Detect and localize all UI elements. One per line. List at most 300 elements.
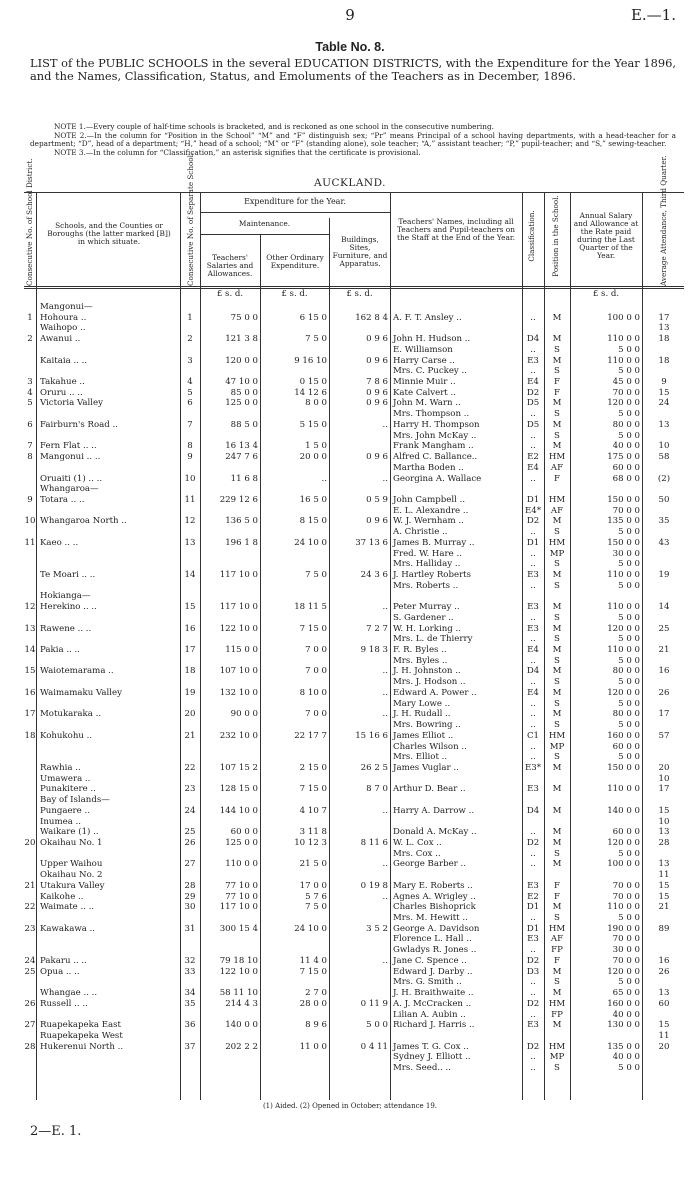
cell-district-no: 14 xyxy=(24,645,36,656)
cell-buildings: 0 9 6 xyxy=(366,398,388,409)
cell-attendance: 89 xyxy=(658,923,670,934)
cell-salaries: 136 5 0 xyxy=(225,516,258,527)
cell-school-no: 10 xyxy=(184,473,196,484)
cell-position: HM xyxy=(548,537,566,548)
cell-classification: D2 xyxy=(526,998,540,1009)
cell-school-no: 22 xyxy=(184,762,196,773)
cell-teacher: Agnes A. Wrigley .. xyxy=(393,891,476,902)
cell-position: MP xyxy=(549,741,565,752)
cell-other-expenditure: 14 12 6 xyxy=(294,387,327,398)
cell-other-expenditure: 18 11 5 xyxy=(294,602,327,613)
cell-teacher: James Vuglar .. xyxy=(393,762,459,773)
cell-attendance: 13 xyxy=(658,827,670,838)
cell-school-no: 8 xyxy=(187,441,193,452)
cell-school-no: 19 xyxy=(184,687,196,698)
cell-position: FP xyxy=(551,1009,563,1020)
cell-salaries: 77 10 0 xyxy=(225,880,258,891)
cell-buildings: 37 13 6 xyxy=(355,537,388,548)
cell-salaries: 132 10 0 xyxy=(219,687,258,698)
cell-teacher: Mrs. J. Hodson .. xyxy=(393,677,466,688)
cell-position: M xyxy=(552,762,562,773)
cell-attendance: 16 xyxy=(658,666,670,677)
cell-other-expenditure: 2 7 0 xyxy=(305,988,327,999)
cell-classification: .. xyxy=(530,1052,536,1063)
cell-school: Kaeo .. .. xyxy=(40,537,79,548)
cell-attendance: 20 xyxy=(658,1041,670,1052)
cell-teacher: Mrs. Seed.. .. xyxy=(393,1063,451,1074)
cell-school-no: 24 xyxy=(184,805,196,816)
cell-school: Oruaiti (1) .. .. xyxy=(40,473,103,484)
cell-position: S xyxy=(554,913,560,924)
cell-district-no: 27 xyxy=(24,1020,36,1031)
header-classification: Classification. xyxy=(527,210,536,262)
cell-classification: D5 xyxy=(526,398,540,409)
cell-position: M xyxy=(552,902,562,913)
cell-district-no: 21 xyxy=(24,880,36,891)
cell-attendance: 21 xyxy=(658,902,670,913)
cell-school: Kaitaia .. .. xyxy=(40,355,88,366)
cell-district-no: 26 xyxy=(24,998,36,1009)
cell-annual-salary: 60 0 0 xyxy=(612,462,640,473)
cell-salaries: 88 5 0 xyxy=(230,419,258,430)
cell-district-no: 16 xyxy=(24,687,36,698)
cell-school: Waimamaku Valley xyxy=(40,687,122,698)
header-bottom-rule xyxy=(24,286,684,287)
cell-attendance: 9 xyxy=(661,377,667,388)
cell-attendance: 20 xyxy=(658,762,670,773)
cell-salaries: 117 10 0 xyxy=(219,602,258,613)
cell-attendance: 28 xyxy=(658,838,670,848)
cell-annual-salary: 80 0 0 xyxy=(612,709,640,720)
cell-classification: D4 xyxy=(526,805,540,816)
cell-position: S xyxy=(554,344,560,355)
cell-other-expenditure: 7 5 0 xyxy=(305,902,327,913)
cell-teacher: Harry A. Darrow .. xyxy=(393,805,475,816)
cell-district-no: 23 xyxy=(24,923,36,934)
cell-district-no: 12 xyxy=(24,602,36,613)
cell-position: S xyxy=(554,430,560,441)
cell-classification: .. xyxy=(530,559,536,570)
cell-position: F xyxy=(554,891,560,902)
cell-position: S xyxy=(554,580,560,591)
cell-school: Okaihau No. 1 xyxy=(40,838,103,848)
cell-annual-salary: 110 0 0 xyxy=(607,355,640,366)
header-position: Position in the School. xyxy=(551,195,560,277)
cell-teacher: Edward A. Power .. xyxy=(393,687,477,698)
cell-school: Motukaraka .. xyxy=(40,709,102,720)
cell-teacher: F. R. Byles .. xyxy=(393,645,447,656)
cell-school-no: 7 xyxy=(187,419,193,430)
cell-classification: E4 xyxy=(527,687,539,698)
cell-teacher: Jane C. Spence .. xyxy=(393,955,467,966)
cell-annual-salary: 40 0 0 xyxy=(612,1009,640,1020)
cell-attendance: 13 xyxy=(658,859,670,870)
cell-attendance: 58 xyxy=(658,452,670,463)
cell-attendance: 13 xyxy=(658,419,670,430)
cell-teacher: James B. Murray .. xyxy=(393,537,475,548)
cell-school: Rawene .. .. xyxy=(40,623,92,634)
cell-school: Mangonui .. .. xyxy=(40,452,101,463)
cell-teacher: E. Williamson xyxy=(393,344,453,355)
cell-annual-salary: 110 0 0 xyxy=(607,645,640,656)
cell-position: S xyxy=(554,655,560,666)
cell-classification: D2 xyxy=(526,955,540,966)
cell-teacher: S. Gardener .. xyxy=(393,612,454,623)
cell-buildings: 0 9 6 xyxy=(366,387,388,398)
cell-classification: E3* xyxy=(524,762,542,773)
cell-attendance: 60 xyxy=(658,998,670,1009)
cell-salaries: 107 10 0 xyxy=(219,666,258,677)
cell-annual-salary: 5 0 0 xyxy=(618,655,640,666)
cell-annual-salary: 120 0 0 xyxy=(607,966,640,977)
cell-buildings: 0 9 6 xyxy=(366,516,388,527)
cell-position: S xyxy=(554,677,560,688)
cell-position: M xyxy=(552,441,562,452)
cell-classification: .. xyxy=(530,977,536,988)
cell-teacher: John M. Warn .. xyxy=(393,398,461,409)
cell-annual-salary: 110 0 0 xyxy=(607,784,640,795)
cell-annual-salary: 100 0 0 xyxy=(607,312,640,323)
cell-salaries: 60 0 0 xyxy=(230,827,258,838)
cell-attendance: 35 xyxy=(658,516,670,527)
cell-classification: .. xyxy=(530,741,536,752)
cell-teacher: W. H. Lorking .. xyxy=(393,623,461,634)
cell-teacher: Sydney J. Elliott .. xyxy=(393,1052,471,1063)
cell-school: Fairburn's Road .. xyxy=(40,419,119,430)
note-3: NOTE 3.—In the column for “Classification,” an asterisk signifies that the certificate is provisional. xyxy=(54,147,421,157)
cell-school-no: 17 xyxy=(184,645,196,656)
cell-classification: E4 xyxy=(527,377,539,388)
cell-school-no: 28 xyxy=(184,880,196,891)
cell-other-expenditure: 17 0 0 xyxy=(299,880,327,891)
units-annual: £ s. d. xyxy=(592,289,620,299)
cell-teacher: Peter Murray .. xyxy=(393,602,460,613)
cell-other-expenditure: 11 4 0 xyxy=(299,955,327,966)
cell-annual-salary: 5 0 0 xyxy=(618,409,640,420)
cell-position: AF xyxy=(550,934,564,945)
cell-position: M xyxy=(552,666,562,677)
cell-teacher: Mrs. L. de Thierry xyxy=(393,634,473,645)
cell-annual-salary: 120 0 0 xyxy=(607,838,640,848)
cell-teacher: Martha Boden .. xyxy=(393,462,464,473)
cell-salaries: 121 3 8 xyxy=(225,334,258,345)
cell-attendance: 50 xyxy=(658,494,670,505)
cell-classification: D2 xyxy=(526,387,540,398)
cell-teacher: A. Christie .. xyxy=(393,527,448,538)
cell-district-no: 13 xyxy=(24,623,36,634)
cell-classification: .. xyxy=(530,698,536,709)
cell-classification: D3 xyxy=(526,966,540,977)
cell-teacher: James T. G. Cox .. xyxy=(393,1041,469,1052)
document-reference: E.—1. xyxy=(630,6,676,24)
cell-school-no: 32 xyxy=(184,955,196,966)
cell-district-no: 18 xyxy=(24,730,36,741)
cell-position: M xyxy=(552,602,562,613)
cell-school: Whangae .. .. xyxy=(40,988,98,999)
cell-teacher: Mrs. John McKay .. xyxy=(393,430,477,441)
cell-school: Waikare (1) .. xyxy=(40,827,99,838)
cell-annual-salary: 65 0 0 xyxy=(612,988,640,999)
cell-position: HM xyxy=(548,998,566,1009)
cell-classification: D4 xyxy=(526,666,540,677)
header-salaries: Teachers' Salaries and Allowances. xyxy=(206,253,254,278)
cell-position: AF xyxy=(550,505,564,516)
cell-position: M xyxy=(552,645,562,656)
cell-school: Ruapekapeka West xyxy=(40,1030,123,1041)
cell-school: Fern Flat .. .. xyxy=(40,441,97,452)
cell-annual-salary: 135 0 0 xyxy=(607,1041,640,1052)
cell-annual-salary: 70 0 0 xyxy=(612,955,640,966)
cell-school: Pungaere .. xyxy=(40,805,90,816)
col-rule xyxy=(390,192,391,1100)
cell-teacher: Mrs. C. Puckey .. xyxy=(393,366,467,377)
cell-annual-salary: 120 0 0 xyxy=(607,398,640,409)
cell-position: HM xyxy=(548,452,566,463)
cell-school: Oruru .. .. xyxy=(40,387,83,398)
cell-annual-salary: 80 0 0 xyxy=(612,419,640,430)
cell-other-expenditure: 11 0 0 xyxy=(299,1041,327,1052)
cell-annual-salary: 5 0 0 xyxy=(618,977,640,988)
cell-other-expenditure: .. xyxy=(321,473,327,484)
cell-district-no: 22 xyxy=(24,902,36,913)
cell-teacher: Alfred C. Ballance.. xyxy=(393,452,478,463)
cell-annual-salary: 160 0 0 xyxy=(607,998,640,1009)
cell-buildings: .. xyxy=(382,419,388,430)
cell-school: Russell .. .. xyxy=(40,998,88,1009)
cell-school-no: 23 xyxy=(184,784,196,795)
cell-annual-salary: 40 0 0 xyxy=(612,1052,640,1063)
cell-position: S xyxy=(554,612,560,623)
cell-district-no: 15 xyxy=(24,666,36,677)
cell-annual-salary: 5 0 0 xyxy=(618,430,640,441)
cell-other-expenditure: 5 15 0 xyxy=(299,419,327,430)
footnotes: (1) Aided. (2) Opened in October; attendance 19. xyxy=(262,1102,438,1110)
cell-annual-salary: 175 0 0 xyxy=(607,452,640,463)
units-other: £ s. d. xyxy=(281,289,308,299)
cell-other-expenditure: 7 0 0 xyxy=(305,709,327,720)
cell-classification: .. xyxy=(530,612,536,623)
cell-buildings: 0 9 6 xyxy=(366,355,388,366)
cell-teacher: J. Hartley Roberts xyxy=(393,570,472,580)
cell-other-expenditure: 22 17 7 xyxy=(294,730,327,741)
cell-classification: D1 xyxy=(526,902,540,913)
cell-position: M xyxy=(552,709,562,720)
cell-school-no: 1 xyxy=(187,312,193,323)
cell-teacher: Harry H. Thompson xyxy=(393,419,480,430)
cell-other-expenditure: 21 5 0 xyxy=(299,859,327,870)
table-title: LIST of the PUBLIC SCHOOLS in the several EDUCATION DISTRICTS, with the Expenditure for the Year 1896, and the Names, Classification, Status, and Emoluments of the Teachers as in December, 1896. xyxy=(30,56,676,83)
cell-classification: .. xyxy=(530,366,536,377)
cell-salaries: 202 2 2 xyxy=(225,1041,258,1052)
cell-salaries: 214 4 3 xyxy=(225,998,258,1009)
table-top-rule xyxy=(24,192,684,193)
cell-attendance: 57 xyxy=(658,730,670,741)
cell-teacher: Donald A. McKay .. xyxy=(393,827,477,838)
cell-teacher: Charles Wilson .. xyxy=(393,741,467,752)
cell-school: Hokianga— xyxy=(40,591,91,602)
cell-district-no: 3 xyxy=(27,377,33,388)
maintenance-rule xyxy=(200,234,329,235)
cell-annual-salary: 5 0 0 xyxy=(618,848,640,859)
cell-attendance: 15 xyxy=(658,805,670,816)
cell-teacher: Mrs. Cox .. xyxy=(393,848,441,859)
cell-position: M xyxy=(552,805,562,816)
cell-teacher: J. H. Rudall .. xyxy=(393,709,451,720)
cell-attendance: 15 xyxy=(658,387,670,398)
cell-other-expenditure: 24 10 0 xyxy=(294,923,327,934)
cell-annual-salary: 60 0 0 xyxy=(612,741,640,752)
cell-school: Ruapekapeka East xyxy=(40,1020,121,1031)
cell-annual-salary: 110 0 0 xyxy=(607,602,640,613)
cell-classification: .. xyxy=(530,409,536,420)
cell-position: M xyxy=(552,838,562,848)
cell-position: S xyxy=(554,1063,560,1074)
cell-buildings: 0 4 11 xyxy=(360,1041,388,1052)
cell-teacher: Charles Bishoprick xyxy=(393,902,476,913)
cell-teacher: Mrs. M. Hewitt .. xyxy=(393,913,468,924)
cell-classification: E3 xyxy=(527,1020,539,1031)
cell-position: S xyxy=(554,366,560,377)
cell-classification: C1 xyxy=(526,730,540,741)
cell-district-no: 10 xyxy=(24,516,36,527)
cell-buildings: .. xyxy=(382,666,388,677)
cell-buildings: 7 2 7 xyxy=(366,623,388,634)
cell-school: Victoria Valley xyxy=(40,398,103,409)
cell-annual-salary: 68 0 0 xyxy=(612,473,640,484)
cell-teacher: Fred. W. Hare .. xyxy=(393,548,462,559)
cell-buildings: .. xyxy=(382,687,388,698)
header-annual-salary: Annual Salary and Allowance at the Rate paid during the Last Quarter of the Year. xyxy=(573,211,639,260)
cell-buildings: 0 5 9 xyxy=(366,494,388,505)
cell-school-no: 20 xyxy=(184,709,196,720)
cell-teacher: Mary Lowe .. xyxy=(393,698,451,709)
cell-attendance: 26 xyxy=(658,687,670,698)
cell-position: M xyxy=(552,355,562,366)
cell-position: M xyxy=(552,988,562,999)
cell-school-no: 14 xyxy=(184,570,196,580)
cell-position: M xyxy=(552,859,562,870)
cell-position: M xyxy=(552,398,562,409)
cell-teacher: George Barber .. xyxy=(393,859,466,870)
cell-classification: .. xyxy=(530,945,536,956)
cell-attendance: 24 xyxy=(658,398,670,409)
cell-district-no: 24 xyxy=(24,955,36,966)
cell-annual-salary: 5 0 0 xyxy=(618,527,640,538)
cell-position: M xyxy=(552,570,562,580)
col-rule xyxy=(329,218,330,1100)
cell-position: M xyxy=(552,1020,562,1031)
cell-school-no: 15 xyxy=(184,602,196,613)
cell-attendance: 10 xyxy=(658,441,670,452)
cell-attendance: 25 xyxy=(658,623,670,634)
cell-buildings: 3 5 2 xyxy=(366,923,388,934)
cell-annual-salary: 30 0 0 xyxy=(612,945,640,956)
cell-school-no: 30 xyxy=(184,902,196,913)
cell-school-no: 12 xyxy=(184,516,196,527)
cell-position: F xyxy=(554,387,560,398)
cell-buildings: 24 3 6 xyxy=(360,570,388,580)
cell-classification: .. xyxy=(530,859,536,870)
cell-school-no: 26 xyxy=(184,838,196,848)
cell-school: Hukerenui North .. xyxy=(40,1041,124,1052)
cell-buildings: 9 18 3 xyxy=(360,645,388,656)
cell-salaries: 125 0 0 xyxy=(225,838,258,848)
cell-school: Utakura Valley xyxy=(40,880,105,891)
cell-position: S xyxy=(554,977,560,988)
cell-attendance: 10 xyxy=(658,816,670,827)
cell-other-expenditure: 24 10 0 xyxy=(294,537,327,548)
cell-classification: E3 xyxy=(527,570,539,580)
cell-salaries: 247 7 6 xyxy=(225,452,258,463)
cell-annual-salary: 190 0 0 xyxy=(607,923,640,934)
cell-buildings: .. xyxy=(382,602,388,613)
cell-other-expenditure: 0 15 0 xyxy=(299,377,327,388)
cell-teacher: Richard J. Harris .. xyxy=(393,1020,475,1031)
cell-position: AF xyxy=(550,462,564,473)
cell-district-no: 4 xyxy=(27,387,33,398)
cell-annual-salary: 80 0 0 xyxy=(612,666,640,677)
cell-salaries: 75 0 0 xyxy=(230,312,258,323)
cell-buildings: 7 8 6 xyxy=(366,377,388,388)
cell-salaries: 232 10 0 xyxy=(219,730,258,741)
cell-position: S xyxy=(554,698,560,709)
cell-buildings: 15 16 6 xyxy=(355,730,388,741)
cell-classification: .. xyxy=(530,1009,536,1020)
cell-other-expenditure: 10 12 3 xyxy=(294,838,327,848)
cell-school-no: 16 xyxy=(184,623,196,634)
cell-annual-salary: 120 0 0 xyxy=(607,623,640,634)
cell-other-expenditure: 28 0 0 xyxy=(299,998,327,1009)
cell-attendance: 11 xyxy=(658,1030,670,1041)
cell-classification: .. xyxy=(530,580,536,591)
cell-annual-salary: 5 0 0 xyxy=(618,677,640,688)
cell-district-no: 7 xyxy=(27,441,33,452)
cell-annual-salary: 110 0 0 xyxy=(607,334,640,345)
cell-teacher: Mrs. Byles .. xyxy=(393,655,448,666)
cell-position: S xyxy=(554,527,560,538)
cell-teacher: A. F. T. Ansley .. xyxy=(393,312,462,323)
cell-classification: .. xyxy=(530,430,536,441)
cell-annual-salary: 5 0 0 xyxy=(618,1063,640,1074)
cell-district-no: 1 xyxy=(27,312,33,323)
cell-buildings: .. xyxy=(382,955,388,966)
cell-teacher: Lilian A. Aubin .. xyxy=(393,1009,466,1020)
cell-school: Umawera .. xyxy=(40,773,91,784)
cell-school-no: 25 xyxy=(184,827,196,838)
cell-buildings: .. xyxy=(382,859,388,870)
cell-annual-salary: 70 0 0 xyxy=(612,891,640,902)
cell-annual-salary: 70 0 0 xyxy=(612,934,640,945)
cell-attendance: 19 xyxy=(658,570,670,580)
cell-teacher: Florence L. Hall .. xyxy=(393,934,472,945)
cell-other-expenditure: 20 0 0 xyxy=(299,452,327,463)
cell-attendance: 10 xyxy=(658,773,670,784)
cell-school-no: 33 xyxy=(184,966,196,977)
cell-classification: .. xyxy=(530,655,536,666)
cell-classification: .. xyxy=(530,752,536,763)
cell-annual-salary: 110 0 0 xyxy=(607,902,640,913)
cell-school: Te Moari .. .. xyxy=(40,570,96,580)
cell-district-no: 11 xyxy=(24,537,36,548)
cell-position: F xyxy=(554,880,560,891)
header-attendance: Average Attendance, Third Quarter. xyxy=(659,155,668,286)
cell-school-no: 9 xyxy=(187,452,193,463)
cell-annual-salary: 60 0 0 xyxy=(612,827,640,838)
units-salaries: £ s. d. xyxy=(216,289,244,299)
cell-position: MP xyxy=(549,1052,565,1063)
cell-position: M xyxy=(552,623,562,634)
cell-attendance: 43 xyxy=(658,537,670,548)
